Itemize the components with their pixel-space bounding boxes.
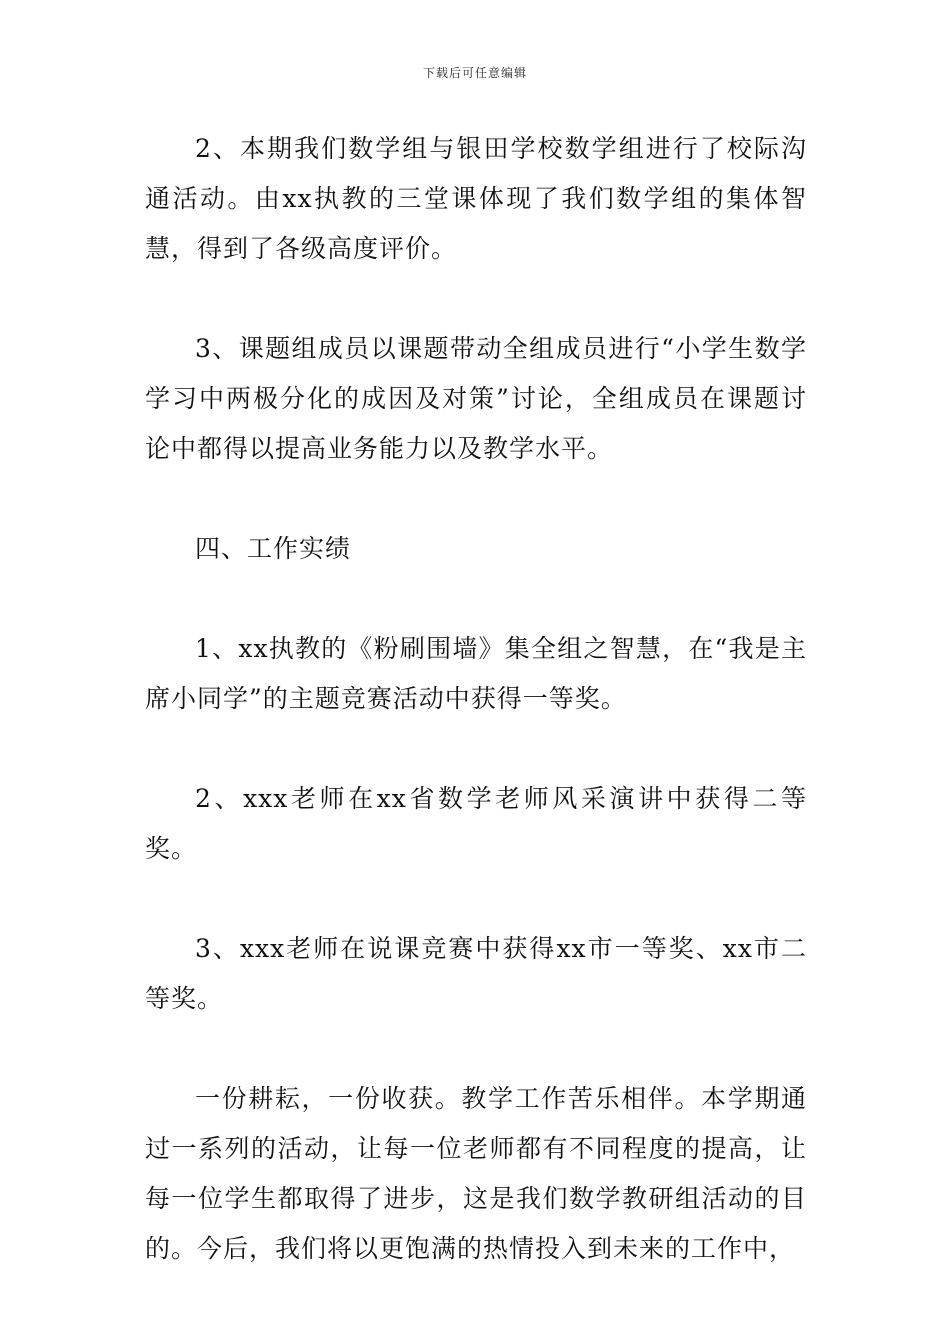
paragraph-spacer bbox=[145, 574, 807, 624]
paragraph-item-2: 2、本期我们数学组与银田学校数学组进行了校际沟通活动。由xx执教的三堂课体现了我们数学组的集体智慧，得到了各级高度评价。 bbox=[145, 134, 807, 263]
page-header: 下载后可任意编辑 bbox=[422, 66, 527, 80]
document-body bbox=[145, 124, 807, 1274]
closing-paragraph: 一份耕耘，一份收获。教学工作苦乐相伴。本学期通过一系列的活动，让每一位老师都有不同程度的提高，让每一位学生都取得了进步，这是我们数学教研组活动的目的。今后，我们将以更饱满的热情投入到未来的工作中， bbox=[145, 1084, 807, 1263]
paragraph-spacer bbox=[145, 274, 807, 324]
achievement-item-1: 1、xx执教的《粉刷围墙》集全组之智慧，在“我是主席小同学”的主题竞赛活动中获得一等奖。 bbox=[145, 634, 807, 713]
achievement-item-3: 3、xxx老师在说课竞赛中获得xx市一等奖、xx市二等奖。 bbox=[145, 934, 807, 1013]
paragraph-spacer bbox=[145, 1024, 807, 1074]
section-heading: 四、工作实绩 bbox=[195, 534, 352, 563]
paragraph-spacer bbox=[145, 474, 807, 524]
paragraph-spacer bbox=[145, 724, 807, 774]
paragraph-spacer bbox=[145, 874, 807, 924]
achievement-item-2: 2、xxx老师在xx省数学老师风采演讲中获得二等奖。 bbox=[145, 784, 807, 863]
paragraph-item-3: 3、课题组成员以课题带动全组成员进行“小学生数学学习中两极分化的成因及对策”讨论，全组成员在课题讨论中都得以提高业务能力以及教学水平。 bbox=[145, 334, 807, 463]
